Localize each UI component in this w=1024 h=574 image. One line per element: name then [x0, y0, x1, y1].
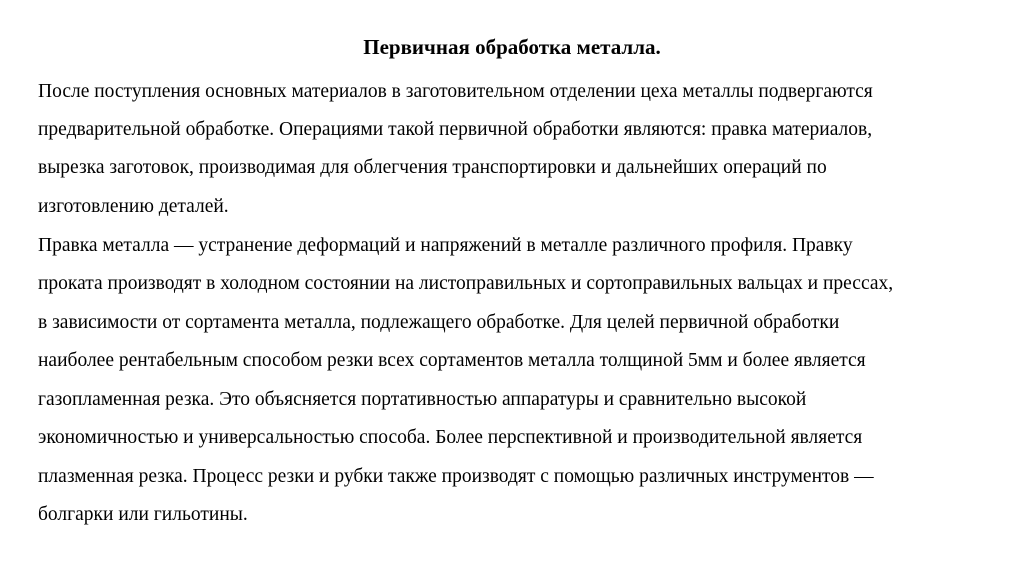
text-line: После поступления основных материалов в заготовительном отделении цеха металлы подвергаются: [38, 81, 873, 102]
page-title: Первичная обработка металла.: [363, 35, 661, 59]
text-line: экономичностью и универсальностью способа. Более перспективной и производительной является: [38, 427, 863, 448]
text-line: проката производят в холодном состоянии на листоправильных и сортоправильных вальцах и прессах,: [38, 273, 894, 294]
text-line: наиболее рентабельным способом резки всех сортаментов металла толщиной 5мм и более является: [38, 350, 866, 371]
text-line: в зависимости от сортамента металла, подлежащего обработке. Для целей первичной обработки: [38, 312, 840, 333]
text-line: газопламенная резка. Это объясняется портативностью аппаратуры и сравнительно высокой: [38, 389, 807, 410]
text-line: болгарки или гильотины.: [38, 504, 248, 525]
text-line: Правка металла — устранение деформаций и напряжений в металле различного профиля. Правку: [38, 235, 853, 256]
text-line: изготовлению деталей.: [38, 196, 229, 217]
text-line: плазменная резка. Процесс резки и рубки также производят с помощью различных инструментов —: [38, 466, 874, 487]
text-line: предварительной обработке. Операциями такой первичной обработки являются: правка материалов,: [38, 119, 873, 140]
text-line: вырезка заготовок, производимая для облегчения транспортировки и дальнейших операций по: [38, 157, 827, 178]
